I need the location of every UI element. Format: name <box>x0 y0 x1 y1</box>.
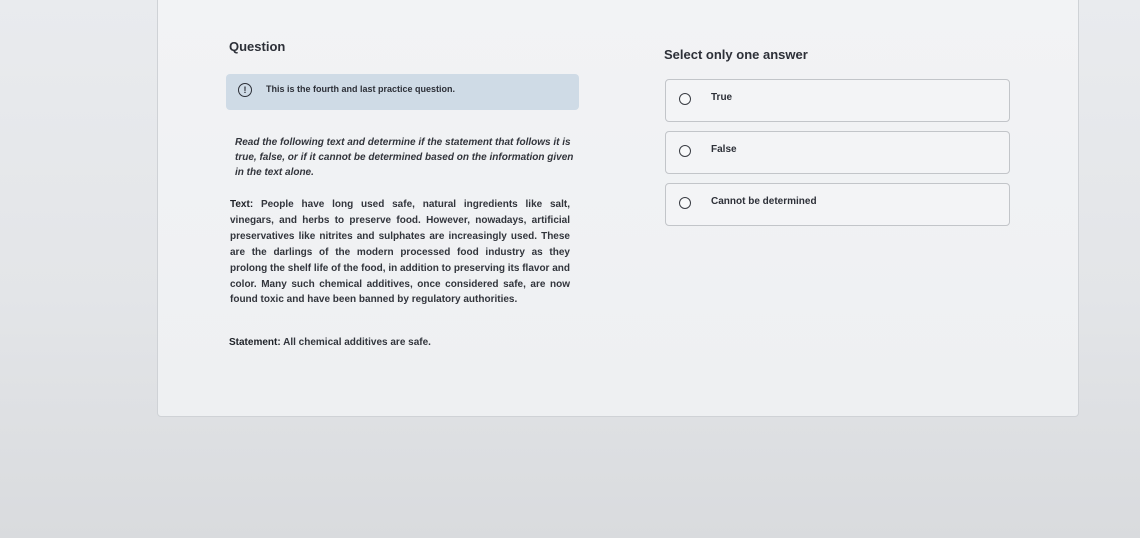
question-instructions: Read the following text and determine if the statement that follows it is true, false, or if it cannot be determined based on the information given in the text alone. <box>235 137 574 178</box>
info-banner-text: This is the fourth and last practice question. <box>266 84 456 94</box>
radio-button[interactable] <box>679 197 691 209</box>
radio-button[interactable] <box>679 145 691 157</box>
answer-option-true[interactable] <box>665 79 1010 122</box>
radio-button[interactable] <box>679 93 691 105</box>
passage <box>230 197 570 308</box>
statement <box>229 337 431 348</box>
info-banner <box>226 74 579 110</box>
answer-prompt: Select only one answer <box>664 47 808 62</box>
info-icon: ! <box>238 83 252 97</box>
answer-option-label: True <box>711 92 733 103</box>
statement-label: Statement: <box>229 337 281 348</box>
question-heading: Question <box>229 39 286 54</box>
passage-text: People have long used safe, natural ingredients like salt, vinegars, and herbs to preserve food. However, nowadays, artificial preservatives like nitrites and sulphates are increasingly used. These are the darlings of the modern processed food industry as they prolong the shelf life of the food, in addition to preserving its flavor and color. Many such chemical additives, once considered safe, are now found toxic and have been banned by regulatory authorities. <box>230 199 571 306</box>
statement-text: All chemical additives are safe. <box>283 337 431 348</box>
answer-option-label: Cannot be determined <box>711 196 817 207</box>
answer-option-false[interactable] <box>665 131 1010 174</box>
answer-option-label: False <box>711 144 737 155</box>
passage-label: Text: <box>230 199 254 210</box>
answer-option-cannot-be-determined[interactable] <box>665 183 1010 226</box>
